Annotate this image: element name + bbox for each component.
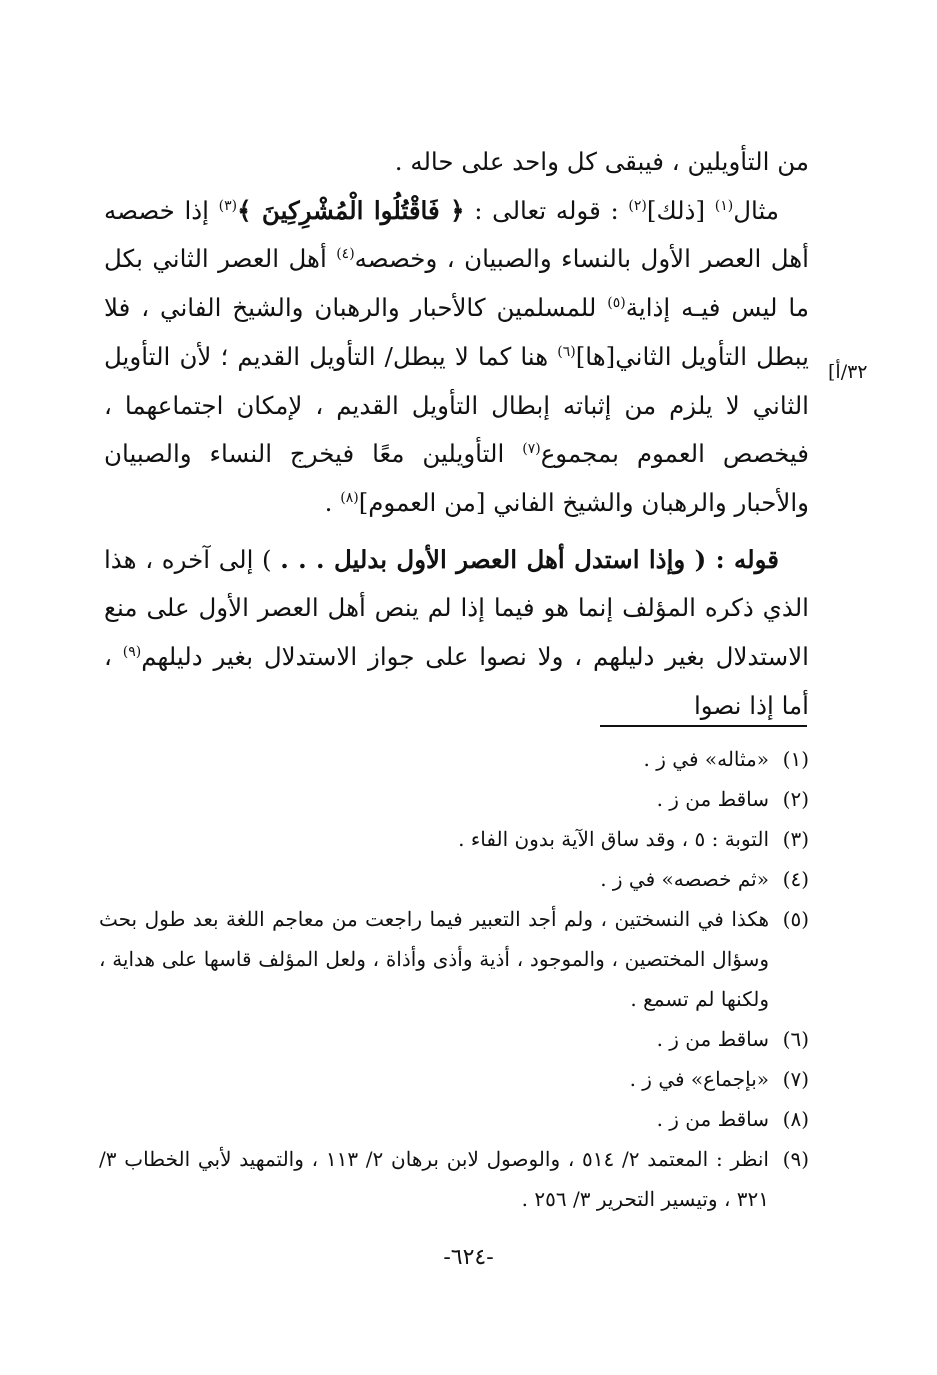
footnote-ref-4[interactable]: (٤) (336, 246, 355, 263)
footnote-number: (٦) (782, 1027, 809, 1051)
text-run: . (324, 487, 341, 517)
footnote-number: (٢) (782, 787, 809, 811)
footnote-number: (٥) (782, 907, 809, 931)
footnote-ref-5[interactable]: (٥) (607, 294, 626, 311)
footnote-text: ساقط من ز . (656, 1107, 769, 1131)
footnote-number: (٤) (782, 867, 809, 891)
text-run: التأويلين معًا فيخرج النساء والصبيان والأحبار والرهبان والشيخ الفاني [من العموم] (104, 439, 809, 517)
footnote-item (99, 1019, 809, 1059)
manuscript-folio-marker: ٣٢/أ] (828, 361, 868, 383)
footnote-item (99, 1099, 809, 1139)
footnotes-list (99, 739, 809, 1219)
footnote-ref-8[interactable]: (٨) (340, 489, 359, 506)
footnote-item (99, 1139, 809, 1219)
footnote-item (99, 779, 809, 819)
footnote-text: انظر : المعتمد ٢/ ٥١٤ ، والوصول لابن برهان ٢/ ١١٣ ، والتمهيد لأبي الخطاب ٣/ ٣٢١ ، وتيسير التحرير ٣/ ٢٥٦ . (99, 1147, 769, 1211)
footnote-text: ساقط من ز . (656, 1027, 769, 1051)
footnote-item (99, 739, 809, 779)
text-run: قوله : ( (685, 544, 779, 574)
quoted-phrase: وإذا استدل أهل العصر الأول بدليل . . . (280, 544, 686, 574)
text-run: للمسلمين كالأحبار والرهبان والشيخ الفاني ، فلا يبطل التأويل الثاني[ها] (104, 293, 809, 371)
paragraph-2 (104, 187, 809, 528)
page-number: -٦٢٤- (443, 1245, 494, 1270)
footnote-ref-6[interactable]: (٦) (557, 343, 576, 360)
footnote-ref-7[interactable]: (٧) (522, 441, 541, 458)
footnote-number: (١) (782, 747, 809, 771)
text-run: : قوله تعالى : (464, 195, 629, 225)
quran-verse: ﴿ فَاقْتُلُوا الْمُشْرِكِينَ ﴾ (237, 195, 465, 225)
text-run: ، أما إذا نصوا (104, 642, 809, 720)
text-run: ) إلى آخره ، هذا الذي ذكره المؤلف إنما هو فيما إذا لم ينص أهل العصر الأول على منع الاستدلال بغير دليلهم ، ولا نصوا على جواز الاستدلال بغير دليلهم (104, 544, 809, 672)
footnote-item (99, 819, 809, 859)
footnote-item (99, 899, 809, 1019)
text-run: هنا كما لا يبطل/ التأويل القديم ؛ لأن التأويل الثاني لا يلزم من إثباته إبطال التأويل القديم ، لإمكان اجتماعهما ، فيخصص العموم بمجموع (104, 341, 809, 469)
footnote-number: (٧) (782, 1067, 809, 1091)
footnote-text: هكذا في النسختين ، ولم أجد التعبير فيما راجعت من معاجم اللغة بعد طول بحث وسؤال المختصين ، والموجود ، أذية وأذى وأذاة ، ولعل المؤلف قاسها على هداية ، ولكنها لم تسمع . (99, 907, 769, 1011)
main-text (104, 138, 809, 730)
paragraph-1: من التأويلين ، فيبقى كل واحد على حاله . (394, 147, 809, 176)
footnote-item (99, 859, 809, 899)
footnote-text: «ثم خصصه» في ز . (600, 867, 769, 891)
footnote-ref-9[interactable]: (٩) (122, 643, 142, 660)
paragraph-3 (104, 536, 809, 731)
footnote-divider (600, 725, 807, 727)
text-run: مثال (733, 195, 779, 225)
footnote-text: «مثاله» في ز . (643, 747, 769, 771)
footnote-ref-3[interactable]: (٣) (218, 197, 238, 214)
footnote-ref-2[interactable]: (٢) (628, 197, 647, 214)
footnote-text: التوبة : ٥ ، وقد ساق الآية بدون الفاء . (458, 827, 769, 851)
footnote-number: (٩) (782, 1147, 809, 1171)
text-run: أهل العصر الثاني بكل ما ليس فيـه إذاية (104, 244, 809, 323)
footnote-text: ساقط من ز . (656, 787, 769, 811)
footnote-ref-1[interactable]: (١) (714, 197, 734, 214)
footnote-text: «بإجماع» في ز . (629, 1067, 769, 1091)
footnote-number: (٨) (782, 1107, 809, 1131)
text-run: [ذلك] (646, 195, 715, 225)
footnote-item (99, 1059, 809, 1099)
text-run: إذا خصصه أهل العصر الأول بالنساء والصبيان ، وخصصه (104, 195, 809, 274)
footnote-number: (٣) (782, 827, 809, 851)
